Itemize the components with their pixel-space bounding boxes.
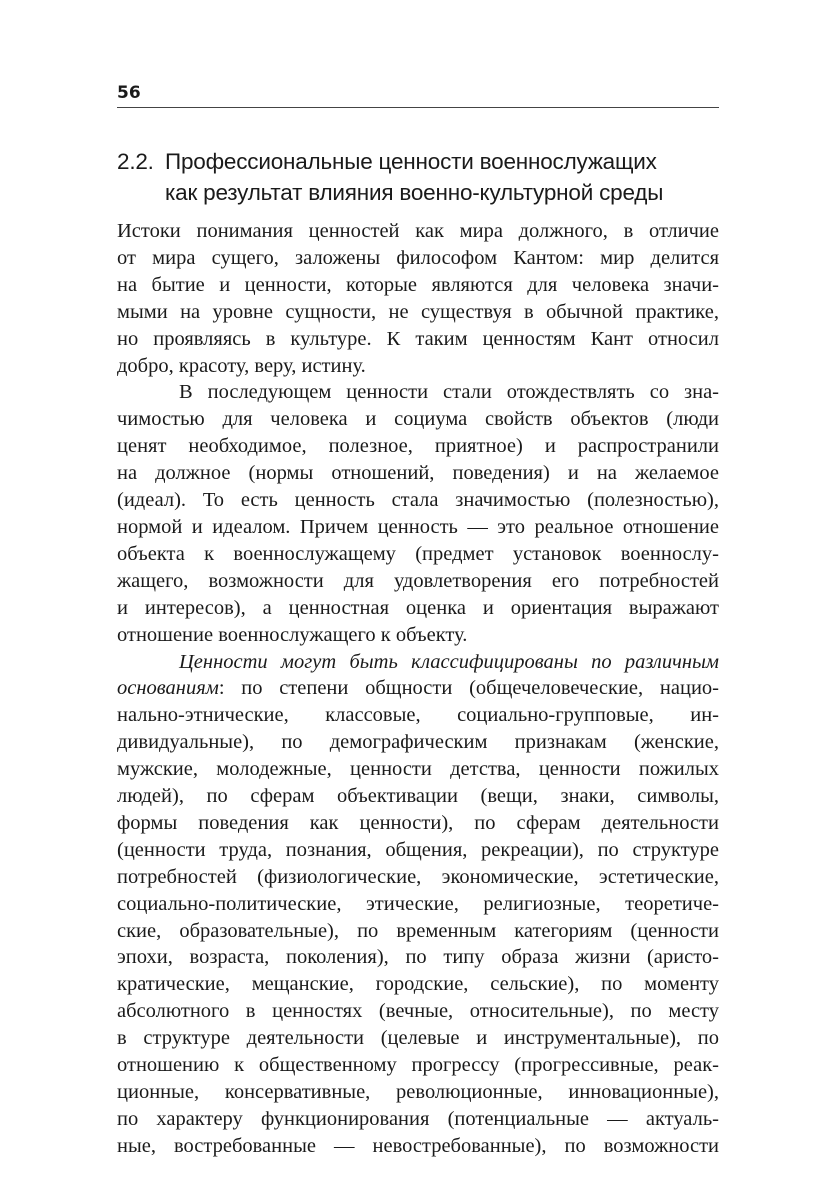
text-line: мужские, молодежные, ценности детства, ценности пожилых (117, 758, 719, 781)
text-line: социально-политические, этические, религиозные, теоретиче- (117, 892, 719, 915)
text-line: по характеру функционирования (потенциальные — актуаль- (117, 1107, 719, 1130)
text-line: кратические, мещанские, городские, сельские), по моменту (117, 973, 719, 996)
text-line: ционные, консервативные, революционные, инновационные), (117, 1081, 719, 1103)
text-line: отношению к общественному прогрессу (прогрессивные, реак- (117, 1054, 719, 1077)
text-line: ские, образовательные), по временным категориям (ценности (117, 919, 719, 942)
paragraph-1 (117, 218, 719, 379)
text-line: ные, востребованные — невостребованные), по возможности (117, 1134, 719, 1157)
page-number: 56 (117, 82, 719, 108)
section-heading (117, 146, 719, 208)
text-line (117, 675, 719, 702)
text-line: мыми на уровне сущности, не существуя в обычной практике, (117, 300, 719, 323)
paragraph-2 (117, 379, 719, 648)
text-line: ценят необходимое, полезное, приятное) и распространили (117, 435, 719, 458)
text-line: в структуре деятельности (целевые и инструментальные), по (117, 1027, 719, 1050)
section-title-line-1: Профессиональные ценности военнослужащих (165, 149, 657, 174)
section-number: 2.2. (117, 149, 154, 174)
text-line: (идеал). То есть ценность стала значимостью (полезностью), (117, 489, 719, 512)
text-line: на бытие и ценности, которые являются для человека значи- (117, 273, 719, 296)
section-title-line-2: как результат влияния военно-культурной среды (165, 180, 664, 205)
book-page (117, 82, 719, 1160)
text-line: от мира сущего, заложены философом Кантом: мир делится (117, 246, 719, 269)
text-line: объекта к военнослужащему (предмет установок военнослу- (117, 542, 719, 565)
text-line: добро, красоту, веру, истину. (117, 354, 366, 377)
text-line: на должное (нормы отношений, поведения) и на желаемое (117, 462, 719, 485)
text-line: отношение военнослужащего к объекту. (117, 623, 468, 646)
text-line: формы поведения как ценности), по сферам деятельности (117, 811, 719, 834)
italic-lead: основаниям (117, 677, 219, 700)
text-line: жащего, возможности для удовлетворения его потребностей (117, 569, 719, 592)
text-line: нально-этнические, классовые, социально-групповые, ин- (117, 704, 719, 727)
text-fragment: : по степени общности (общечеловеческие, нацио- (218, 677, 719, 700)
body-text (117, 218, 719, 1160)
italic-lead: Ценности могут быть классифицированы по различным (179, 650, 719, 673)
text-line: Истоки понимания ценностей как мира должного, в отличие (117, 220, 719, 242)
text-line: нормой и идеалом. Причем ценность — это реальное отношение (117, 515, 719, 538)
text-line: абсолютного в ценностях (вечные, относительные), по месту (117, 1000, 719, 1023)
text-line: но проявляясь в культуре. К таким ценностям Кант относил (117, 327, 719, 350)
text-line: дивидуальные), по демографическим признакам (женские, (117, 731, 719, 754)
text-line: потребностей (физиологические, экономические, эстетические, (117, 865, 719, 888)
text-line: эпохи, возраста, поколения), по типу образа жизни (аристо- (117, 946, 719, 969)
text-line: людей), по сферам объективации (вещи, знаки, символы, (117, 785, 719, 808)
text-line: (ценности труда, познания, общения, рекреации), по структуре (117, 838, 719, 861)
text-line (117, 649, 719, 676)
text-line: чимостью для человека и социума свойств объектов (люди (117, 408, 719, 431)
text-line: и интересов), а ценностная оценка и ориентация выражают (117, 596, 719, 619)
text-line: В последующем ценности стали отождествлять со зна- (179, 381, 719, 404)
paragraph-3 (117, 649, 719, 1160)
